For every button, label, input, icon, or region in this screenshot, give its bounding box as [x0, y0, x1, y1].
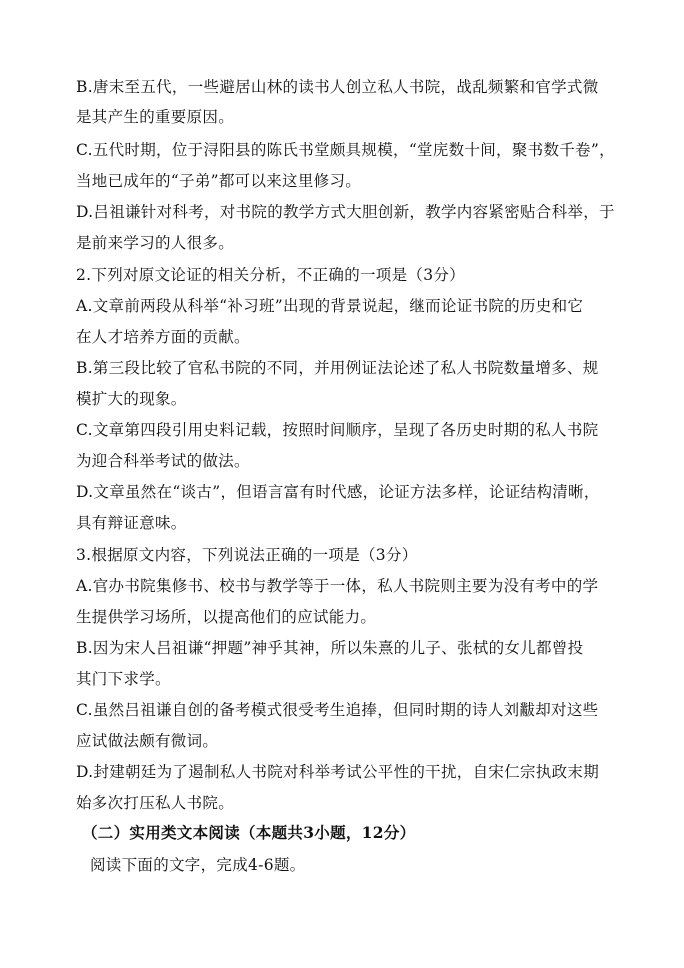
section-heading: （二）实用类文本阅读（本题共3小题，12分）	[82, 823, 416, 842]
option-b-q2-line1: B.第三段比较了官私书院的不同，并用例证法论述了私人书院数量增多、规	[76, 359, 599, 377]
option-d-q3-line1: D.封建朝廷为了遏制私人书院对科举考试公平性的干扰，自宋仁宗执政末期	[76, 763, 600, 781]
option-d-q1-line1: D.吕祖谦针对科考，对书院的教学方式大胆创新，教学内容紧密贴合科举，于	[76, 203, 615, 221]
option-b-q1-line1: B.唐末至五代，一些避居山林的读书人创立私人书院，战乱频繁和官学式微	[76, 78, 599, 96]
option-b-q1-line2: 是其产生的重要原因。	[76, 108, 235, 126]
reading-instruction: 阅读下面的文字，完成4-6题。	[90, 856, 306, 874]
option-d-q1-line2: 是前来学习的人很多。	[76, 234, 235, 252]
option-c-q2-line1: C.文章第四段引用史料记载，按照时间顺序，呈现了各历史时期的私人书院	[76, 421, 599, 439]
option-a-q3-line2: 生提供学习场所，以提高他们的应试能力。	[76, 608, 377, 626]
option-a-q2-line2: 在人才培养方面的贡献。	[76, 328, 250, 346]
option-b-q3-line2: 其门下求学。	[76, 670, 171, 688]
option-d-q2-line2: 具有辩证意味。	[76, 514, 187, 532]
option-a-q3-line1: A.官办书院集修书、校书与教学等于一体，私人书院则主要为没有考中的学	[76, 577, 599, 595]
option-c-q1-line1: C.五代时期，位于浔阳县的陈氏书堂颇具规模，“堂庑数十间，聚书数千卷”，	[76, 141, 615, 159]
option-a-q2-line1: A.文章前两段从科举“补习班”出现的背景说起，继而论证书院的历史和它	[76, 297, 584, 315]
option-c-q2-line2: 为迎合科举考试的做法。	[76, 452, 250, 470]
option-c-q1-line2: 当地已成年的“子弟”都可以来这里修习。	[76, 172, 362, 190]
option-c-q3-line1: C.虽然吕祖谦自创的备考模式很受考生追捧，但同时期的诗人刘黻却对这些	[76, 701, 599, 719]
option-b-q2-line2: 模扩大的现象。	[76, 390, 187, 408]
option-d-q3-line2: 始多次打压私人书院。	[76, 794, 235, 812]
option-d-q2-line1: D.文章虽然在“谈古”，但语言富有时代感，论证方法多样，论证结构清晰，	[76, 483, 600, 501]
question-2-stem: 2.下列对原文论证的相关分析，不正确的一项是（3分）	[76, 266, 465, 284]
option-b-q3-line1: B.因为宋人吕祖谦“押题”神乎其神，所以朱熹的儿子、张栻的女儿都曾投	[76, 639, 584, 657]
question-3-stem: 3.根据原文内容，下列说法正确的一项是（3分）	[76, 546, 418, 564]
option-c-q3-line2: 应试做法颇有微词。	[76, 732, 219, 750]
